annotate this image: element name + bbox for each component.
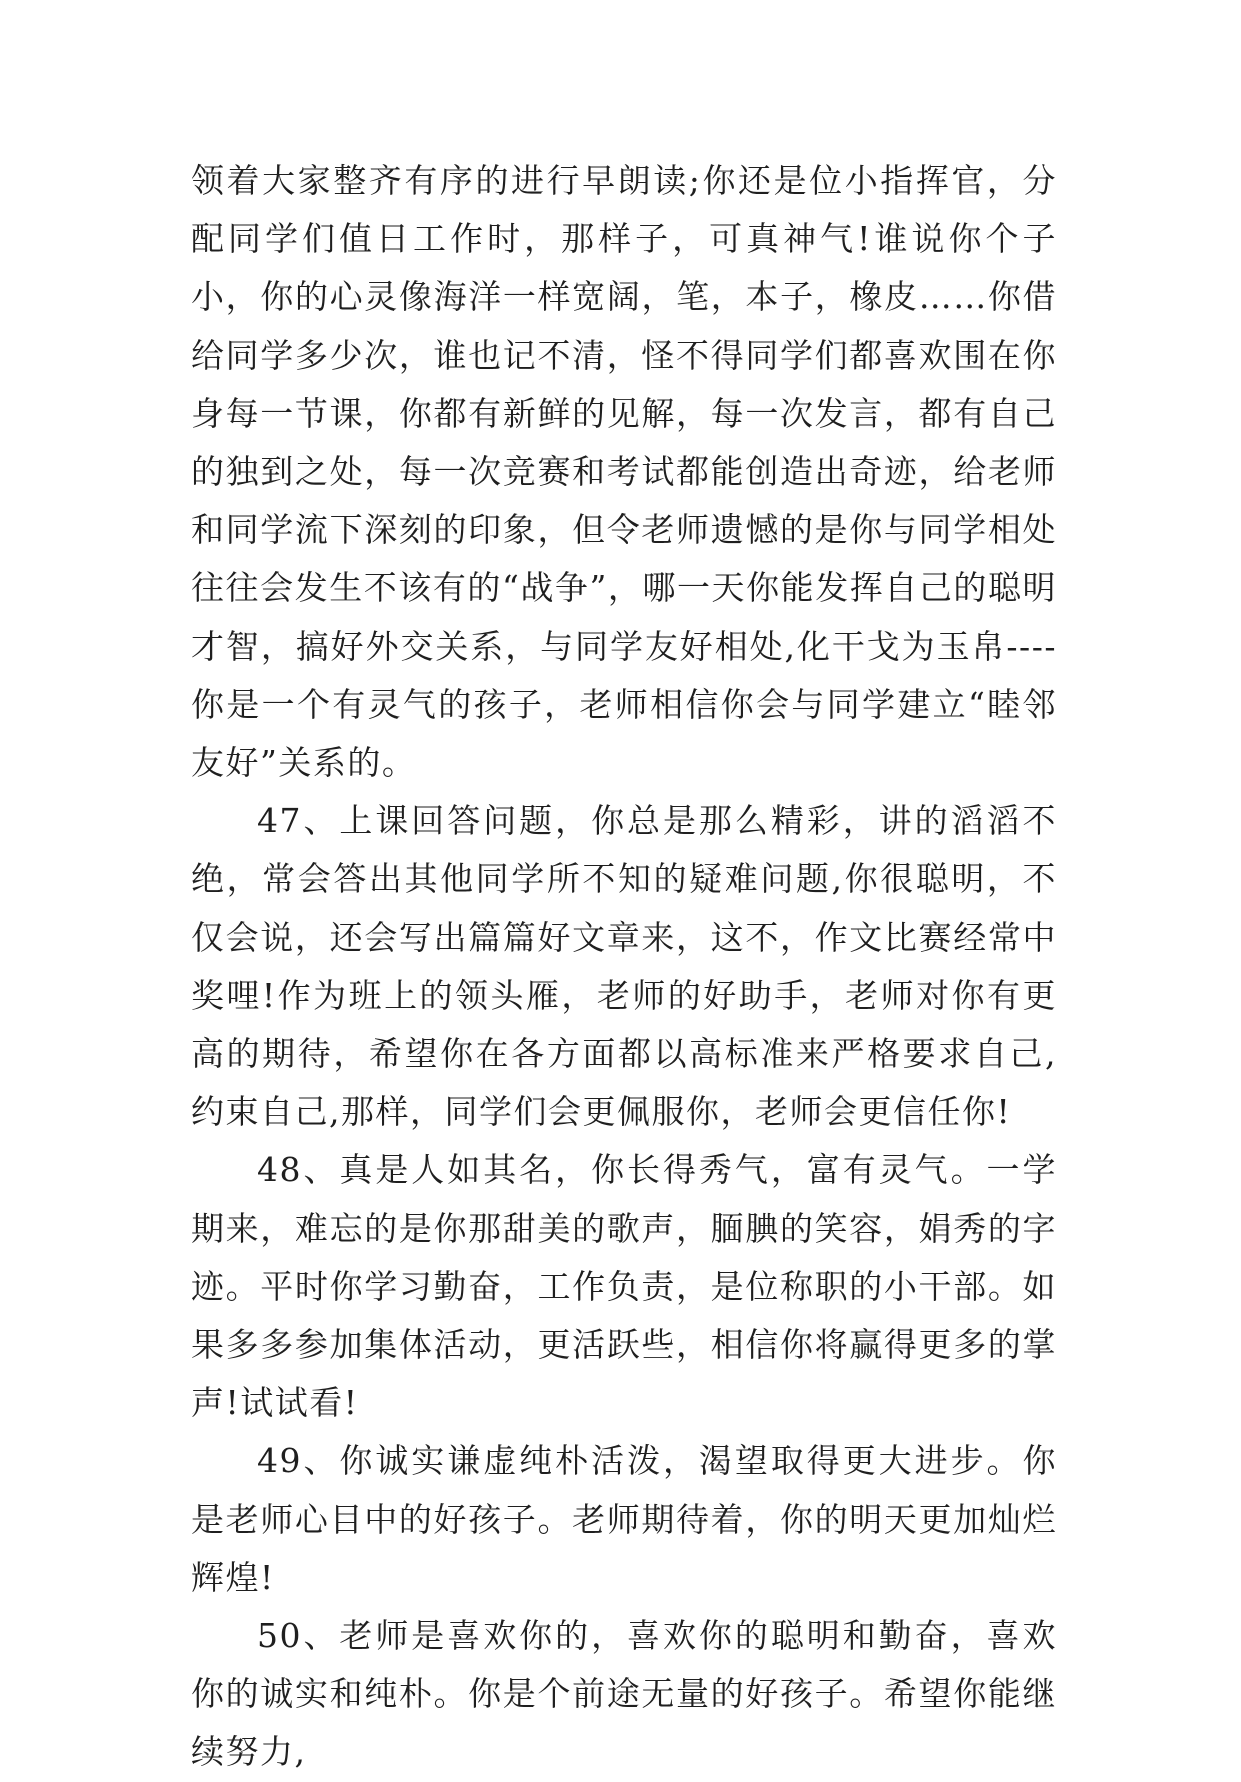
document-body (191, 152, 1057, 1782)
paragraph-comment-48: 48、真是人如其名，你长得秀气，富有灵气。一学期来，难忘的是你那甜美的歌声，腼腆的笑容，娟秀的字迹。平时你学习勤奋，工作负责，是位称职的小干部。如果多多参加集体活动，更活跃些，相信你将赢得更多的掌声!试试看! (191, 1150, 1057, 1423)
paragraph-comment-49: 49、你诚实谦虚纯朴活泼，渴望取得更大进步。你是老师心目中的好孩子。老师期待着，你的明天更加灿烂辉煌! (191, 1441, 1057, 1597)
paragraph-comment-47: 47、上课回答问题，你总是那么精彩，讲的滔滔不绝，常会答出其他同学所不知的疑难问题,你很聪明，不仅会说，还会写出篇篇好文章来，这不，作文比赛经常中奖哩!作为班上的领头雁，老师的好助手，老师对你有更高的期待，希望你在各方面都以高标准来严格要求自己,约束自己,那样，同学们会更佩服你，老师会更信任你! (191, 801, 1057, 1132)
paragraph-comment-50: 50、老师是喜欢你的，喜欢你的聪明和勤奋，喜欢你的诚实和纯朴。你是个前途无量的好孩子。希望你能继续努力, (191, 1616, 1057, 1772)
paragraph-continued: 领着大家整齐有序的进行早朗读;你还是位小指挥官，分配同学们值日工作时，那样子，可真神气!谁说你个子小，你的心灵像海洋一样宽阔，笔，本子，橡皮……你借给同学多少次，谁也记不清，怪不得同学们都喜欢围在你身每一节课，你都有新鲜的见解，每一次发言，都有自己的独到之处，每一次竞赛和考试都能创造出奇迹，给老师和同学流下深刻的印象，但令老师遗憾的是你与同学相处往往会发生不该有的“战争”，哪一天你能发挥自己的聪明才智，搞好外交关系，与同学友好相处,化干戈为玉帛----你是一个有灵气的孩子，老师相信你会与同学建立“睦邻友好”关系的。 (191, 161, 1057, 783)
